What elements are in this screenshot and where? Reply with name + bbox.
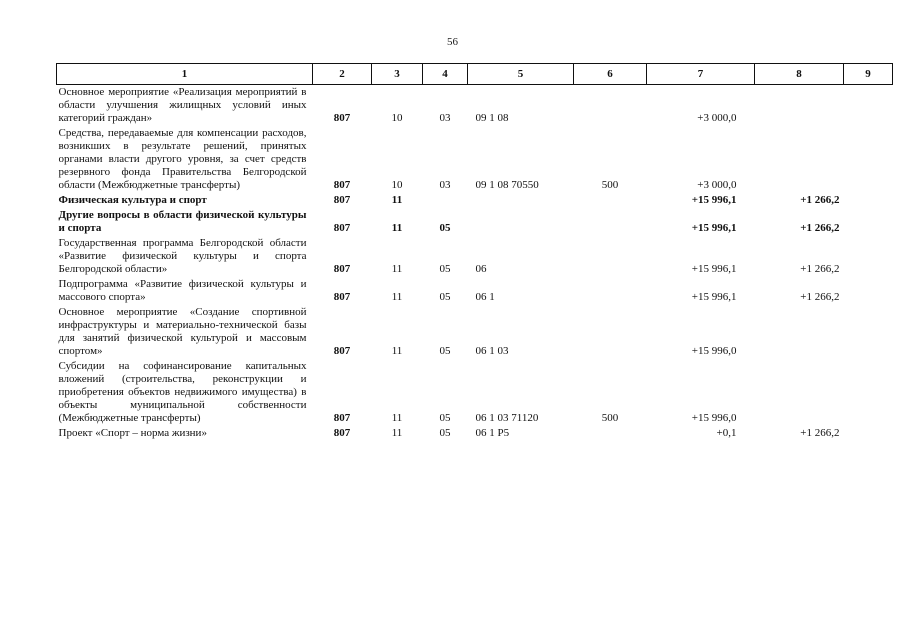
row-code-expense-type	[574, 305, 647, 359]
row-amount-col8	[755, 126, 844, 193]
row-amount-col9	[844, 305, 893, 359]
row-amount-col7: +0,1	[716, 427, 737, 439]
row-code-expense-type: 500	[601, 412, 619, 424]
row-code-target: 06 1 03	[475, 345, 509, 357]
row-code-section: 11	[391, 291, 403, 303]
row-code-gr: 807	[333, 112, 351, 124]
row-code-subsection: 05	[439, 412, 451, 424]
row-code-target: 09 1 08	[475, 112, 509, 124]
row-amount-col8: +1 266,2	[800, 194, 840, 206]
row-code-gr: 807	[333, 345, 351, 357]
row-code-target: 09 1 08 70550	[475, 179, 539, 191]
header-row	[57, 64, 893, 85]
row-code-gr: 807	[333, 179, 351, 191]
row-code-target: 06 1	[475, 291, 495, 303]
row-name: Государственная программа Белгородской области «Развитие физической культуры и спорта Белгородской области»	[58, 237, 307, 275]
column-header-3: 3	[372, 64, 423, 85]
row-amount-col9	[844, 208, 893, 236]
table-row	[57, 193, 893, 208]
row-amount-col8	[755, 359, 844, 426]
row-code-expense-type: 500	[601, 179, 619, 191]
row-name: Основное мероприятие «Реализация мероприятий в области улучшения жилищных условий иных категорий граждан»	[58, 86, 307, 124]
row-code-subsection	[423, 193, 468, 208]
row-amount-col8: +1 266,2	[800, 291, 840, 303]
column-header-9: 9	[844, 64, 893, 85]
row-code-gr: 807	[333, 263, 351, 275]
row-code-section: 11	[391, 194, 403, 206]
row-code-subsection: 03	[439, 179, 451, 191]
row-name: Проект «Спорт – норма жизни»	[58, 427, 207, 439]
column-header-2: 2	[313, 64, 372, 85]
row-code-subsection: 05	[439, 291, 451, 303]
table-header	[57, 64, 893, 85]
row-code-section: 11	[391, 222, 403, 234]
column-header-5: 5	[468, 64, 574, 85]
row-amount-col7: +15 996,0	[691, 345, 737, 357]
row-code-subsection: 05	[439, 427, 451, 439]
table-row	[57, 305, 893, 359]
row-amount-col7: +15 996,1	[691, 194, 737, 206]
row-code-gr: 807	[333, 412, 351, 424]
row-code-subsection: 05	[439, 345, 451, 357]
table-body	[57, 85, 893, 442]
row-code-gr: 807	[333, 427, 351, 439]
row-code-gr: 807	[333, 194, 351, 206]
row-code-section: 10	[391, 179, 403, 191]
column-header-8: 8	[755, 64, 844, 85]
row-amount-col8	[755, 305, 844, 359]
row-code-expense-type	[574, 426, 647, 441]
row-code-target: 06 1 P5	[475, 427, 510, 439]
row-name: Физическая культура и спорт	[58, 194, 207, 206]
column-header-4: 4	[423, 64, 468, 85]
row-amount-col9	[844, 193, 893, 208]
row-name: Субсидии на софинансирование капитальных вложений (строительства, реконструкции и приобретения объектов недвижимого имущества) в объекты муниципальной собственности (Межбюджетные трансферты)	[58, 360, 307, 424]
row-code-target: 06 1 03 71120	[475, 412, 539, 424]
row-code-expense-type	[574, 277, 647, 305]
row-code-expense-type	[574, 85, 647, 127]
row-code-subsection: 03	[439, 112, 451, 124]
row-amount-col7: +15 996,1	[691, 291, 737, 303]
row-code-expense-type	[574, 236, 647, 277]
column-header-6: 6	[574, 64, 647, 85]
row-amount-col7: +3 000,0	[697, 112, 737, 124]
row-amount-col7: +15 996,1	[691, 263, 737, 275]
row-code-gr: 807	[333, 291, 351, 303]
row-amount-col7: +3 000,0	[697, 179, 737, 191]
row-amount-col9	[844, 126, 893, 193]
page-number: 56	[447, 36, 458, 48]
row-amount-col9	[844, 426, 893, 441]
table-row	[57, 359, 893, 426]
row-name: Средства, передаваемые для компенсации расходов, возникших в результате решений, принятых органами власти другого уровня, за счет средств резервного фонда Правительства Белгородской области (Межбюджетные трансферты)	[58, 127, 307, 191]
row-name: Другие вопросы в области физической культуры и спорта	[58, 209, 307, 234]
table-row	[57, 126, 893, 193]
row-amount-col7: +15 996,0	[691, 412, 737, 424]
budget-table	[56, 63, 893, 441]
budget-table-container	[56, 63, 892, 441]
row-code-gr: 807	[333, 222, 351, 234]
row-code-subsection: 05	[439, 222, 451, 234]
row-code-section: 11	[391, 412, 403, 424]
column-header-7: 7	[647, 64, 755, 85]
row-code-target	[468, 208, 574, 236]
table-row	[57, 277, 893, 305]
table-row	[57, 208, 893, 236]
row-code-section: 10	[391, 112, 403, 124]
row-amount-col9	[844, 85, 893, 127]
row-amount-col8	[755, 85, 844, 127]
row-code-section: 11	[391, 263, 403, 275]
row-code-target	[468, 193, 574, 208]
row-name: Подпрограмма «Развитие физической культуры и массового спорта»	[58, 278, 307, 303]
row-amount-col7: +15 996,1	[691, 222, 737, 234]
row-code-section: 11	[391, 427, 403, 439]
column-header-1: 1	[57, 64, 313, 85]
row-amount-col8: +1 266,2	[800, 427, 840, 439]
row-code-expense-type	[574, 208, 647, 236]
table-row	[57, 236, 893, 277]
row-name: Основное мероприятие «Создание спортивной инфраструктуры и материально-технической базы для занятий физической культурой и массовым спортом»	[58, 306, 307, 357]
row-amount-col8: +1 266,2	[800, 263, 840, 275]
row-amount-col8: +1 266,2	[800, 222, 840, 234]
table-row	[57, 85, 893, 127]
row-amount-col9	[844, 359, 893, 426]
row-code-section: 11	[391, 345, 403, 357]
row-amount-col9	[844, 277, 893, 305]
table-row	[57, 426, 893, 441]
row-amount-col9	[844, 236, 893, 277]
row-code-target: 06	[475, 263, 487, 275]
row-code-expense-type	[574, 193, 647, 208]
row-code-subsection: 05	[439, 263, 451, 275]
